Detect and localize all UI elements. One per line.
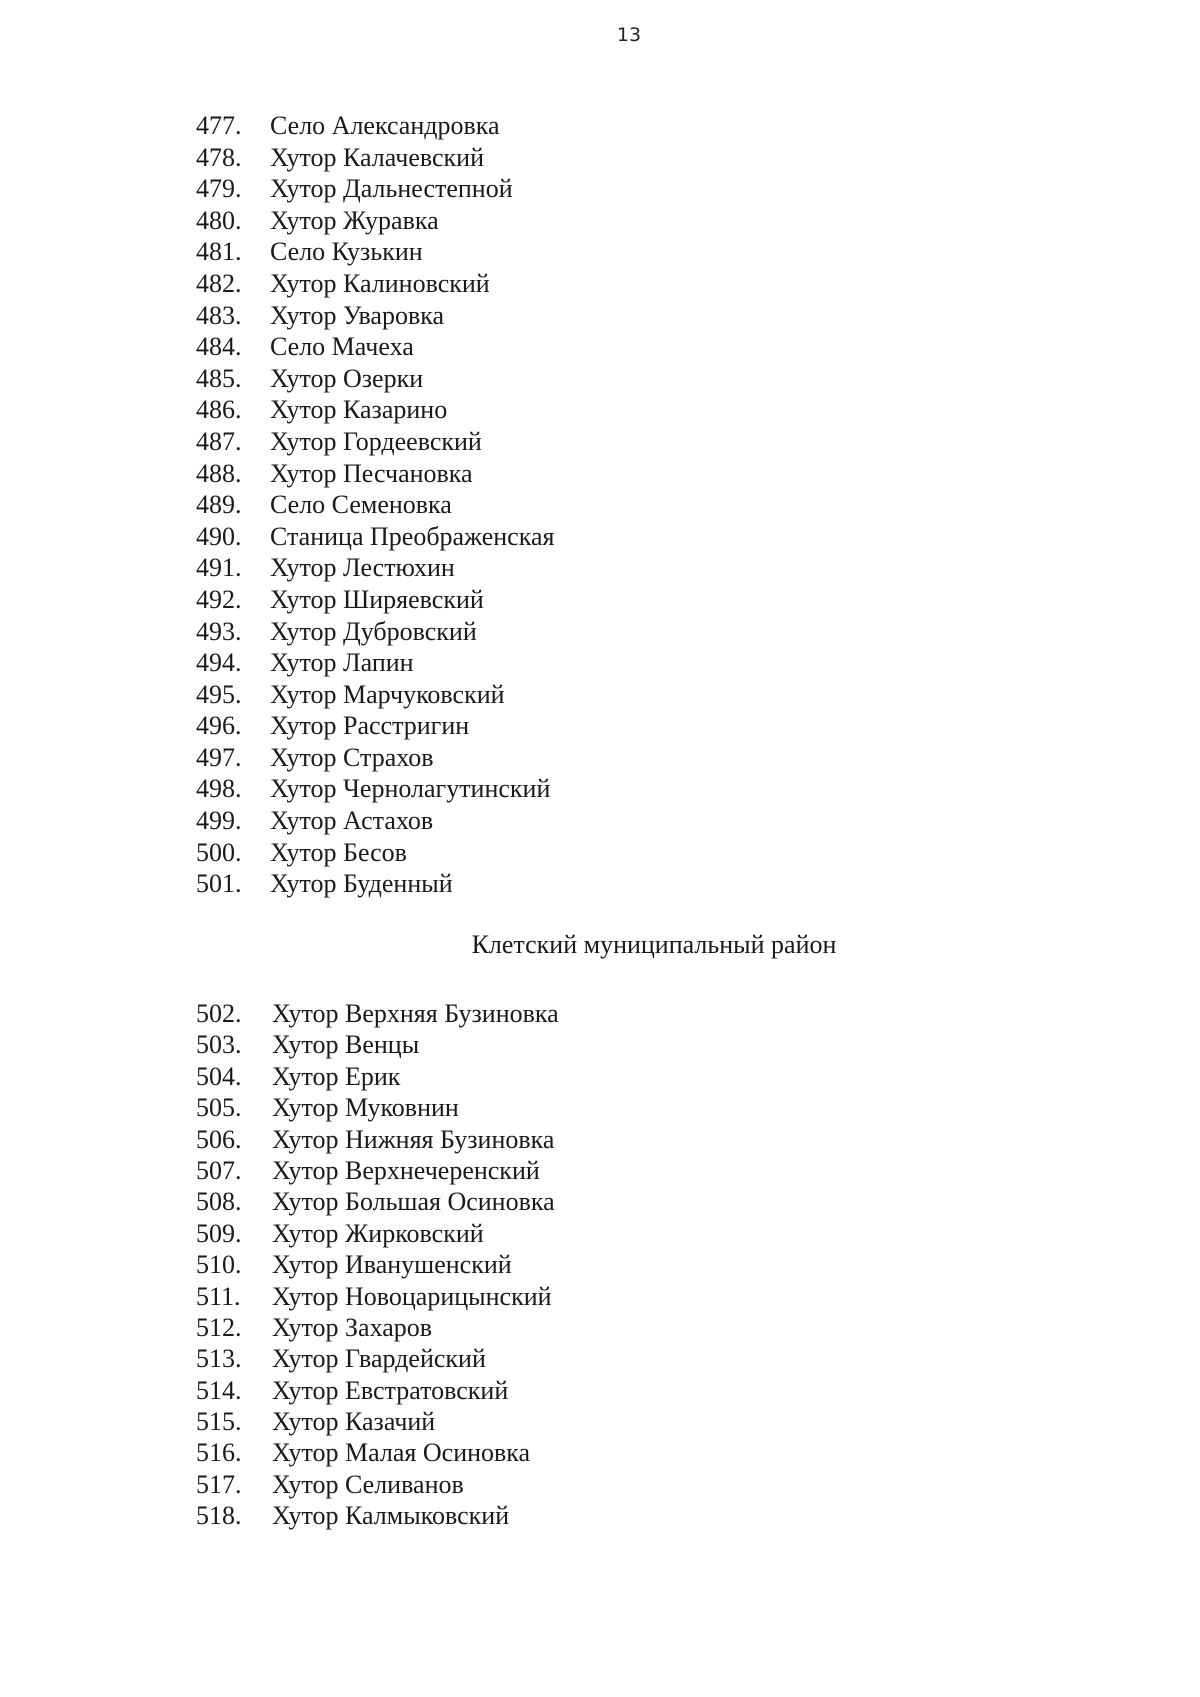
list-item bbox=[196, 837, 554, 869]
item-number: 477. bbox=[196, 111, 242, 140]
list-item bbox=[196, 1343, 559, 1374]
list-item bbox=[196, 300, 554, 332]
item-number: 510. bbox=[196, 1250, 242, 1280]
list-item bbox=[196, 363, 554, 395]
item-name: Хутор Марчуковский bbox=[270, 679, 505, 709]
item-number: 500. bbox=[196, 837, 242, 867]
item-number: 504. bbox=[196, 1061, 242, 1091]
item-name: Хутор Иванушенский bbox=[272, 1250, 512, 1280]
list-item bbox=[196, 1061, 559, 1092]
item-name: Село Александровка bbox=[270, 111, 500, 140]
item-name: Хутор Евстратовский bbox=[272, 1375, 509, 1405]
item-number: 515. bbox=[196, 1407, 242, 1437]
list-item bbox=[196, 426, 554, 458]
item-number: 483. bbox=[196, 300, 242, 330]
list-item bbox=[196, 805, 554, 837]
item-name: Хутор Калачевский bbox=[270, 142, 484, 172]
item-number: 502. bbox=[196, 999, 242, 1028]
list-item bbox=[196, 998, 559, 1029]
page-number: 13 bbox=[616, 24, 642, 46]
item-number: 496. bbox=[196, 711, 242, 741]
item-name: Хутор Журавка bbox=[270, 205, 439, 235]
list-item bbox=[196, 489, 554, 521]
item-name: Село Кузькин bbox=[270, 237, 423, 267]
list-item bbox=[196, 142, 554, 174]
list-item bbox=[196, 110, 554, 142]
item-name: Хутор Бесов bbox=[270, 837, 407, 867]
item-name: Хутор Селиванов bbox=[272, 1469, 464, 1499]
item-name: Хутор Уваровка bbox=[270, 300, 445, 330]
list-item bbox=[196, 1186, 559, 1217]
item-name: Хутор Малая Осиновка bbox=[272, 1438, 531, 1468]
item-number: 509. bbox=[196, 1218, 242, 1248]
list-item bbox=[196, 1249, 559, 1280]
item-name: Хутор Озерки bbox=[270, 363, 424, 393]
item-number: 480. bbox=[196, 205, 242, 235]
item-name: Хутор Дубровский bbox=[270, 616, 477, 646]
item-number: 494. bbox=[196, 648, 242, 678]
item-number: 499. bbox=[196, 806, 242, 836]
item-name: Хутор Ширяевский bbox=[270, 584, 484, 614]
list-item bbox=[196, 1469, 559, 1500]
list-item bbox=[196, 742, 554, 774]
item-name: Хутор Ерик bbox=[272, 1061, 401, 1091]
list-item bbox=[196, 331, 554, 363]
list-item bbox=[196, 710, 554, 742]
item-number: 512. bbox=[196, 1312, 242, 1342]
item-number: 485. bbox=[196, 363, 242, 393]
item-name: Село Мачеха bbox=[270, 332, 414, 362]
list-item bbox=[196, 1500, 559, 1531]
list-item bbox=[196, 521, 554, 553]
item-number: 503. bbox=[196, 1030, 242, 1060]
list-item bbox=[196, 679, 554, 711]
item-name: Хутор Венцы bbox=[272, 1030, 420, 1060]
list-item bbox=[196, 236, 554, 268]
list-item bbox=[196, 458, 554, 490]
item-name: Хутор Казачий bbox=[272, 1407, 436, 1437]
list-item bbox=[196, 1375, 559, 1406]
item-name: Хутор Захаров bbox=[272, 1312, 433, 1342]
item-number: 478. bbox=[196, 142, 242, 172]
item-number: 506. bbox=[196, 1124, 242, 1154]
item-number: 484. bbox=[196, 332, 242, 362]
item-name: Хутор Страхов bbox=[270, 742, 434, 772]
item-number: 486. bbox=[196, 395, 242, 425]
item-number: 513. bbox=[196, 1344, 242, 1374]
settlement-list-a bbox=[196, 110, 554, 900]
item-name: Хутор Лапин bbox=[270, 648, 414, 678]
list-item bbox=[196, 552, 554, 584]
item-number: 498. bbox=[196, 774, 242, 804]
list-item bbox=[196, 647, 554, 679]
item-number: 490. bbox=[196, 521, 242, 551]
item-name: Хутор Новоцарицынский bbox=[272, 1281, 552, 1311]
item-name: Хутор Казарино bbox=[270, 395, 448, 425]
item-number: 495. bbox=[196, 679, 242, 709]
item-name: Хутор Чернолагутинский bbox=[270, 774, 551, 804]
item-number: 518. bbox=[196, 1501, 242, 1531]
item-number: 492. bbox=[196, 584, 242, 614]
item-number: 481. bbox=[196, 237, 242, 267]
item-number: 493. bbox=[196, 616, 242, 646]
list-item bbox=[196, 1312, 559, 1343]
list-item bbox=[196, 584, 554, 616]
item-number: 497. bbox=[196, 742, 242, 772]
list-item bbox=[196, 868, 554, 900]
item-name: Хутор Жирковский bbox=[272, 1218, 484, 1248]
list-item bbox=[196, 1406, 559, 1437]
item-name: Хутор Калмыковский bbox=[272, 1501, 510, 1531]
list-item bbox=[196, 773, 554, 805]
list-item bbox=[196, 173, 554, 205]
item-name: Хутор Нижняя Бузиновка bbox=[272, 1124, 555, 1154]
item-name: Хутор Гвардейский bbox=[272, 1344, 486, 1374]
list-item bbox=[196, 1124, 559, 1155]
list-item bbox=[196, 1218, 559, 1249]
item-name: Хутор Дальнестепной bbox=[270, 174, 513, 204]
item-number: 507. bbox=[196, 1155, 242, 1185]
list-item bbox=[196, 616, 554, 648]
item-number: 482. bbox=[196, 268, 242, 298]
item-name: Хутор Лестюхин bbox=[270, 553, 455, 583]
item-number: 489. bbox=[196, 490, 242, 520]
list-item bbox=[196, 1281, 559, 1312]
item-name: Хутор Большая Осиновка bbox=[272, 1187, 555, 1217]
section-heading: Клетский муниципальный район bbox=[471, 930, 837, 959]
item-number: 517. bbox=[196, 1469, 242, 1499]
item-name: Хутор Расстригин bbox=[270, 711, 470, 741]
list-item bbox=[196, 205, 554, 237]
item-name: Хутор Верхняя Бузиновка bbox=[272, 999, 559, 1028]
item-name: Хутор Астахов bbox=[270, 806, 434, 836]
list-item bbox=[196, 1029, 559, 1060]
list-item bbox=[196, 394, 554, 426]
item-name: Хутор Песчановка bbox=[270, 458, 473, 488]
item-number: 514. bbox=[196, 1375, 242, 1405]
item-name: Хутор Муковнин bbox=[272, 1093, 459, 1123]
item-name: Хутор Буденный bbox=[270, 869, 453, 899]
item-name: Хутор Гордеевский bbox=[270, 426, 482, 456]
item-name: Станица Преображенская bbox=[270, 521, 555, 551]
item-number: 488. bbox=[196, 458, 242, 488]
item-number: 501. bbox=[196, 869, 242, 899]
item-number: 511. bbox=[196, 1281, 241, 1311]
list-item bbox=[196, 268, 554, 300]
item-name: Село Семеновка bbox=[270, 490, 452, 520]
item-number: 505. bbox=[196, 1093, 242, 1123]
item-number: 516. bbox=[196, 1438, 242, 1468]
item-name: Хутор Верхнечеренский bbox=[272, 1155, 540, 1185]
item-number: 508. bbox=[196, 1187, 242, 1217]
item-name: Хутор Калиновский bbox=[270, 268, 490, 298]
item-number: 491. bbox=[196, 553, 242, 583]
list-item bbox=[196, 1092, 559, 1123]
list-item bbox=[196, 1437, 559, 1468]
settlement-list-b bbox=[196, 998, 559, 1532]
item-number: 479. bbox=[196, 174, 242, 204]
item-number: 487. bbox=[196, 426, 242, 456]
list-item bbox=[196, 1155, 559, 1186]
